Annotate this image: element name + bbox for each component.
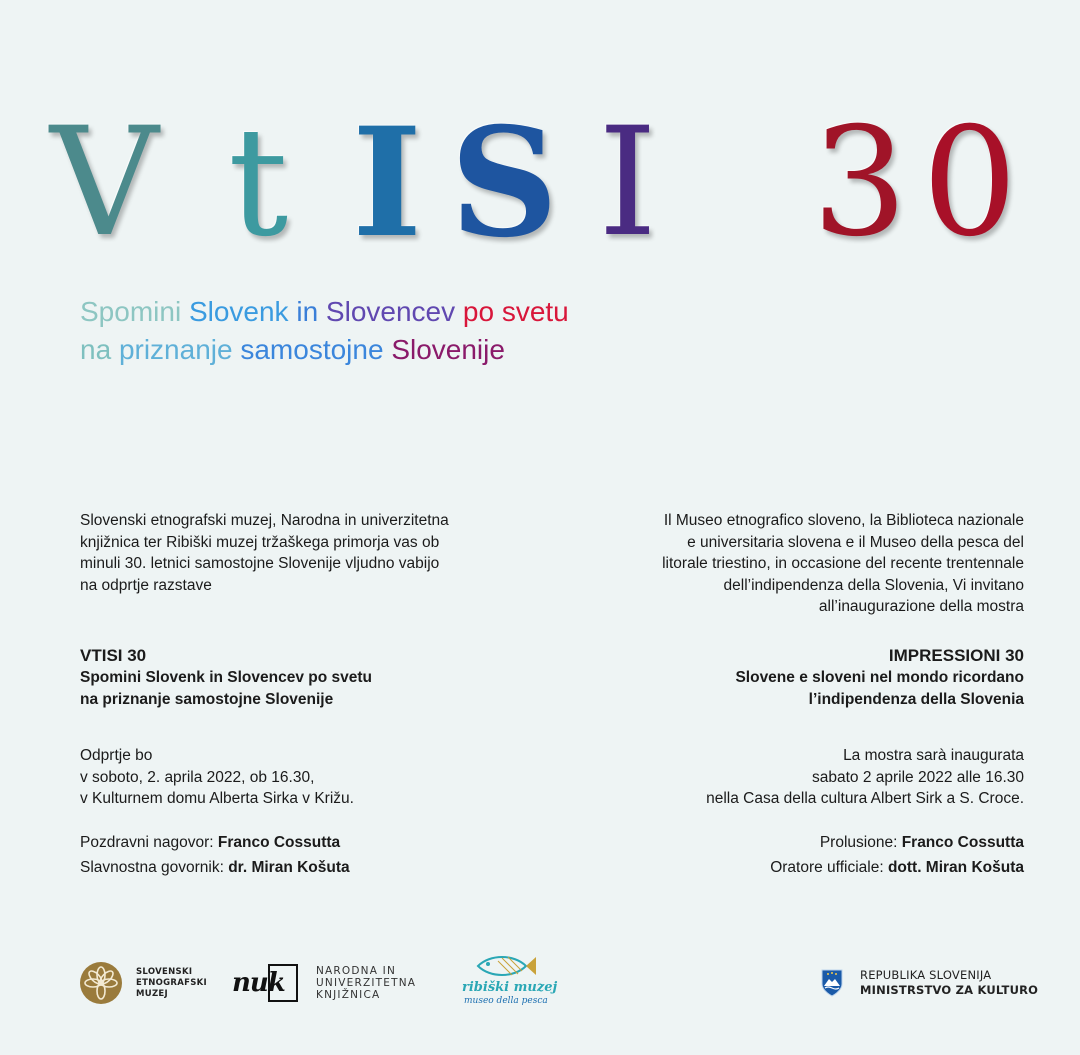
logo-ministry	[820, 968, 1038, 998]
logo-text-line: KNJIŽNICA	[316, 989, 381, 1001]
text-line: v Kulturnem domu Alberta Sirka v Križu.	[80, 790, 354, 807]
subtitle-word: priznanje	[118, 334, 241, 365]
text-line: Slovenski etnografski muzej, Narodna in univerzitetna	[80, 512, 449, 529]
logo-text-line: NARODNA IN	[316, 965, 397, 977]
title-letter: t	[228, 96, 289, 270]
speech-line	[80, 831, 500, 856]
text-line: Il Museo etnografico sloveno, la Biblioteca nazionale	[663, 512, 1024, 529]
logo-text-line: UNIVERZITETNA	[316, 977, 417, 989]
text-line: litorale triestino, in occasione del recente trentennale	[662, 555, 1024, 572]
subtitle-word: Spomini	[80, 296, 189, 327]
subtitle-line-2	[80, 334, 505, 366]
subtitle-word: Slovencev	[325, 296, 463, 327]
nuk-mark-text: nuk	[232, 968, 285, 998]
title-letter: 0	[922, 96, 1018, 270]
exhibit-subtitle: l’indipendenza della Slovenia	[808, 690, 1024, 708]
text-line: La mostra sarà inaugurata	[843, 747, 1024, 764]
text-line: Odprtje bo	[80, 747, 153, 764]
subtitle-line-1	[80, 296, 569, 328]
speaker-name: dr. Miran Košuta	[228, 858, 350, 876]
ribiski-text: ribiški muzej	[462, 980, 558, 995]
exhibit-heading-italian	[594, 645, 1024, 710]
text-line: e universitaria slovena e il Museo della pesca del	[687, 533, 1024, 551]
text-line: knjižnica ter Ribiški muzej tržaškega primorja vas ob	[80, 533, 440, 551]
logo-text-line: ETNOGRAFSKI	[136, 977, 208, 988]
speaker-label: Oratore ufficiale:	[770, 858, 888, 876]
logo-text-line: MINISTRSTVO ZA KULTURO	[860, 983, 1039, 997]
subtitle-word: samostojne	[240, 334, 392, 365]
speakers-italian	[594, 831, 1024, 880]
subtitle-word: po svetu	[462, 296, 569, 327]
subtitle-word: Slovenije	[391, 334, 505, 365]
nuk-mark	[232, 962, 304, 1004]
exhibit-subtitle: na priznanje samostojne Slovenije	[80, 690, 334, 708]
exhibit-subtitle: Slovene e sloveni nel mondo ricordano	[735, 669, 1024, 686]
title-letter: S	[450, 95, 559, 271]
title-letter: I	[352, 95, 423, 271]
exhibit-subtitle: Spomini Slovenk in Slovencev po svetu	[80, 669, 372, 686]
title-letter: 3	[812, 96, 908, 270]
speaker-label: Slavnostna govornik:	[80, 858, 229, 876]
logo-text-line: REPUBLIKA SLOVENIJA	[860, 968, 992, 982]
text-line: v soboto, 2. aprila 2022, ob 16.30,	[80, 768, 315, 786]
logo-text-line: MUZEJ	[136, 988, 168, 999]
logo-text-line: SLOVENSKI	[136, 966, 193, 977]
title-letter: V	[50, 96, 159, 270]
subtitle-word: na	[80, 334, 119, 365]
exhibit-title: IMPRESSIONI 30	[888, 646, 1024, 665]
text-line: na odprtje razstave	[80, 576, 212, 594]
text-line: minuli 30. letnici samostojne Slovenije vljudno vabijo	[80, 555, 440, 572]
opening-info-slovene	[80, 745, 500, 810]
opening-info-italian	[594, 745, 1024, 810]
logo-ribiski-muzej	[460, 952, 560, 1010]
text-line: nella Casa della cultura Albert Sirk a S. Croce.	[706, 790, 1024, 807]
intro-text	[80, 510, 500, 596]
logo-nuk	[232, 962, 416, 1004]
subtitle-word: Slovenk	[188, 296, 297, 327]
fish-icon	[474, 952, 538, 980]
speakers-slovene	[80, 831, 500, 880]
speech-name: Franco Cossutta	[217, 834, 341, 851]
text-line: all’inaugurazione della mostra	[818, 598, 1024, 615]
speaker-line	[80, 856, 500, 881]
invitation-italian	[594, 510, 1024, 618]
slovenia-coat-of-arms-icon	[820, 968, 844, 998]
subtitle-word: in	[296, 296, 326, 327]
logo-sem	[80, 962, 207, 1004]
speaker-line	[594, 856, 1024, 881]
speech-label: Pozdravni nagovor:	[80, 834, 218, 851]
speaker-name: dott. Miran Košuta	[887, 858, 1024, 876]
speech-name: Franco Cossutta	[901, 834, 1024, 851]
exhibit-heading-slovene	[80, 645, 500, 710]
sem-flower-icon	[80, 962, 122, 1004]
invitation-slovene	[80, 510, 500, 596]
speech-line	[594, 831, 1024, 856]
text-line: dell’indipendenza della Slovenia, Vi invitano	[723, 576, 1024, 594]
pesca-text: museo della pesca	[464, 996, 548, 1006]
text-line: sabato 2 aprile 2022 alle 16.30	[812, 768, 1024, 786]
exhibit-title: VTISI 30	[80, 646, 147, 665]
speech-label: Prolusione:	[819, 834, 902, 851]
title-letter: I	[598, 96, 658, 270]
